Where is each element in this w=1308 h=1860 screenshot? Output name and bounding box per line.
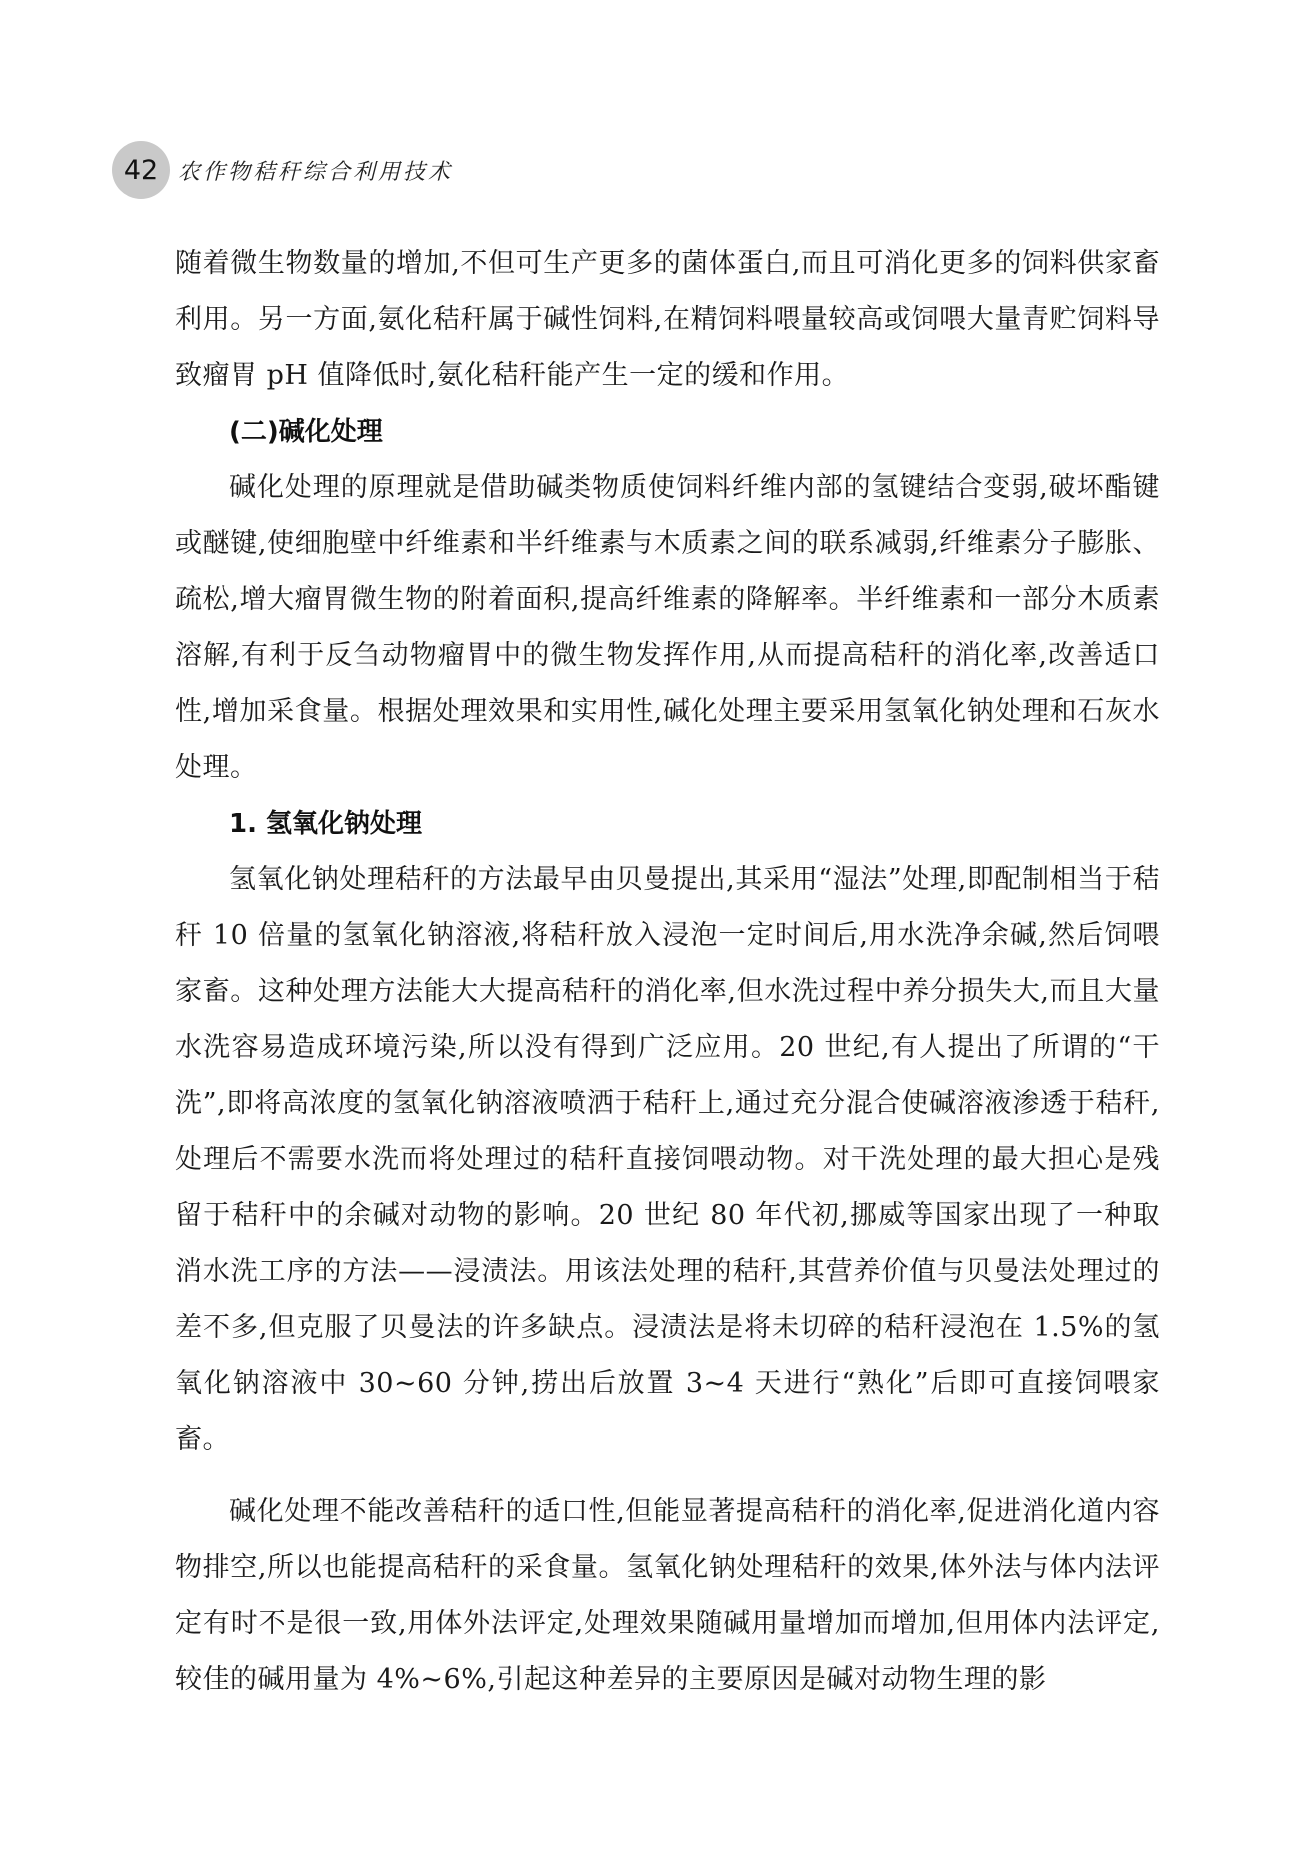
page-header — [112, 140, 453, 200]
subsection-heading-naoh-treatment: 1. 氢氧化钠处理 — [229, 809, 423, 839]
paragraph-naoh-methods: 氢氧化钠处理秸秆的方法最早由贝曼提出,其采用“湿法”处理,即配制相当于秸秆 10 倍量的氢氧化钠溶液,将秸秆放入浸泡一定时间后,用水洗净余碱,然后饲喂家畜。这种处理方法能大大提高秸秆的消化率,但水洗过程中养分损失大,而且大量水洗容易造成环境污染,所以没有得到广泛应用。20 世纪,有人提出了所谓的“干洗”,即将高浓度的氢氧化钠溶液喷洒于秸秆上,通过充分混合使碱溶液渗透于秸秆,处理后不需要水洗而将处理过的秸秆直接饲喂动物。对干洗处理的最大担心是残留于秸秆中的余碱对动物的影响。20 世纪 80 年代初,挪威等国家出现了一种取消水洗工序的方法——浸渍法。用该法处理的秸秆,其营养价值与贝曼法处理过的差不多,但克服了贝曼法的许多缺点。浸渍法是将未切碎的秸秆浸泡在 1.5%的氢氧化钠溶液中 30~60 分钟,捞出后放置 3~4 天进行“熟化”后即可直接饲喂家畜。 — [175, 864, 1160, 1455]
section-heading-alkali-treatment: (二)碱化处理 — [229, 417, 383, 447]
paragraph-alkali-principle: 碱化处理的原理就是借助碱类物质使饲料纤维内部的氢键结合变弱,破坏酯键或醚键,使细胞壁中纤维素和半纤维素与木质素之间的联系减弱,纤维素分子膨胀、疏松,增大瘤胃微生物的附着面积,提高纤维素的降解率。半纤维素和一部分木质素溶解,有利于反刍动物瘤胃中的微生物发挥作用,从而提高秸秆的消化率,改善适口性,增加采食量。根据处理效果和实用性,碱化处理主要采用氢氧化钠处理和石灰水处理。 — [175, 472, 1160, 783]
running-title: 农作物秸秆综合利用技术 — [178, 159, 454, 185]
page-number: 42 — [112, 141, 170, 199]
paragraph-gap — [175, 1468, 1160, 1484]
page-body — [175, 236, 1160, 1708]
paragraph-continuation: 随着微生物数量的增加,不但可生产更多的菌体蛋白,而且可消化更多的饲料供家畜利用。另一方面,氨化秸秆属于碱性饲料,在精饲料喂量较高或饲喂大量青贮饲料导致瘤胃 pH 值降低时,氨化秸秆能产生一定的缓和作用。 — [175, 248, 1160, 391]
paragraph-alkali-effects: 碱化处理不能改善秸秆的适口性,但能显著提高秸秆的消化率,促进消化道内容物排空,所以也能提高秸秆的采食量。氢氧化钠处理秸秆的效果,体外法与体内法评定有时不是很一致,用体外法评定,处理效果随碱用量增加而增加,但用体内法评定,较佳的碱用量为 4%~6%,引起这种差异的主要原因是碱对动物生理的影 — [175, 1496, 1160, 1695]
